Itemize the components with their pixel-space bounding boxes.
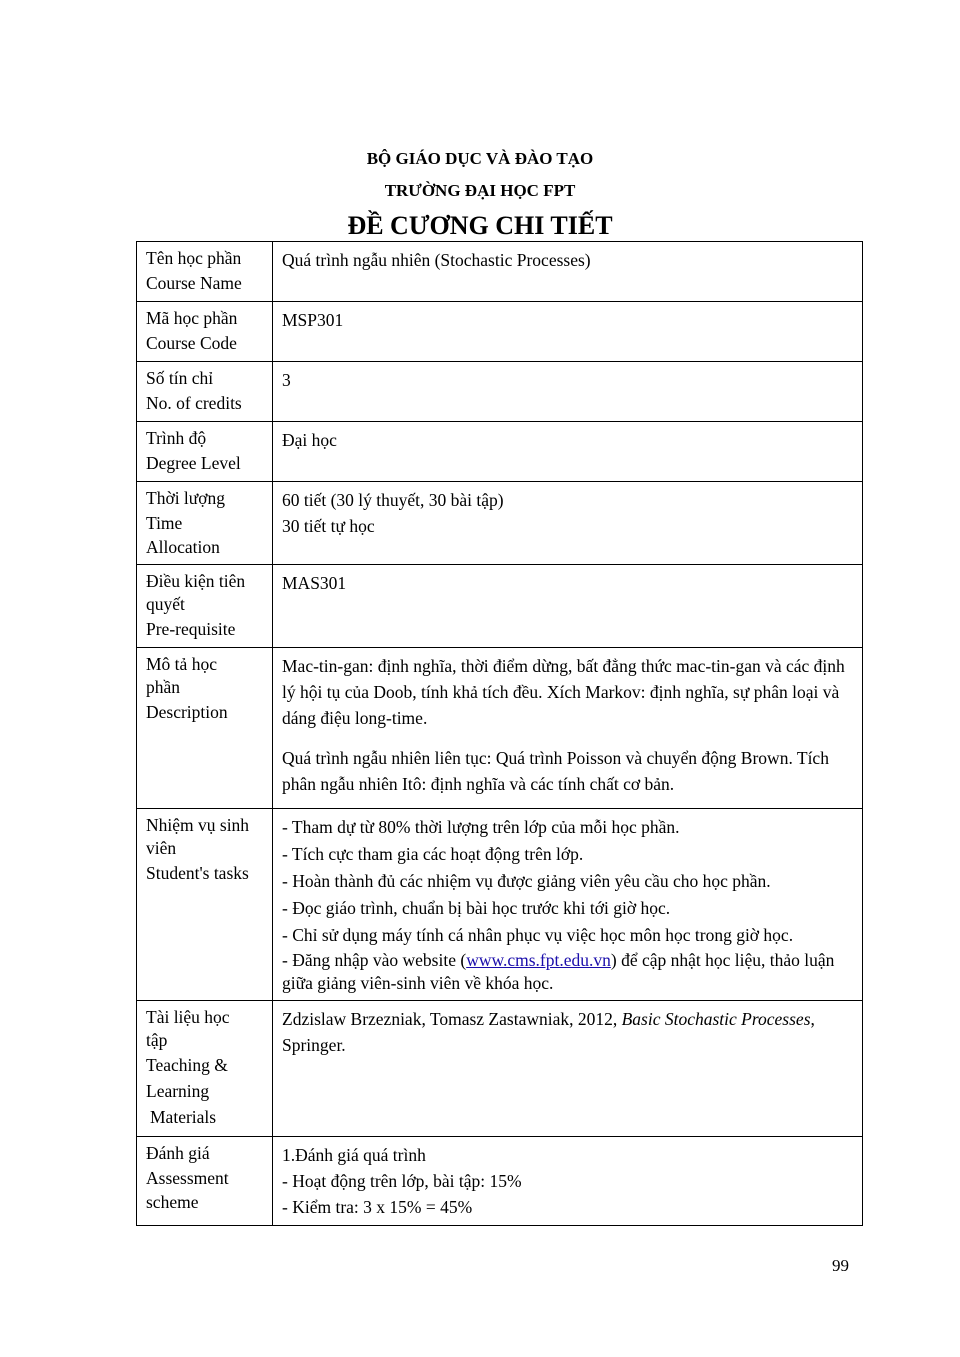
- label-vi: phần: [146, 677, 181, 697]
- label-cell: [137, 565, 273, 648]
- label-en: Learning: [146, 1081, 210, 1101]
- assessment-line-3: - Kiểm tra: 3 x 15% = 45%: [282, 1197, 473, 1217]
- assessment-line-1: 1.Đánh giá quá trình: [282, 1145, 426, 1165]
- task-website-prefix: - Đăng nhập vào website (: [282, 950, 467, 970]
- task-item: - Đọc giáo trình, chuẩn bị bài học trước khi tới giờ học.: [282, 898, 671, 918]
- label-vi: Số tín chỉ: [146, 368, 214, 388]
- row-degree-level: [137, 422, 863, 482]
- label-en: Time: [146, 513, 183, 533]
- row-course-name: [137, 242, 863, 302]
- time-line-1: 60 tiết (30 lý thuyết, 30 bài tập): [282, 490, 504, 510]
- label-en: Course Code: [146, 333, 237, 353]
- row-materials: [137, 1001, 863, 1137]
- cms-website-link[interactable]: www.cms.fpt.edu.vn: [466, 950, 611, 970]
- label-en: No. of credits: [146, 393, 242, 413]
- label-en: Student's tasks: [146, 863, 249, 883]
- label-en: Teaching &: [146, 1055, 228, 1075]
- label-en: Materials: [150, 1107, 217, 1127]
- description-paragraph-2: Quá trình ngẫu nhiên liên tục: Quá trình Poisson và chuyển động Brown. Tích phân ngẫu nhiên Itô: định nghĩa và các tính chất cơ bản.: [282, 748, 829, 794]
- label-cell: [137, 482, 273, 565]
- value-cell: [273, 648, 863, 809]
- row-prerequisite: [137, 565, 863, 648]
- value-cell: [273, 1137, 863, 1226]
- task-item-website: [282, 949, 854, 995]
- document-title: ĐỀ CƯƠNG CHI TIẾT: [347, 211, 613, 240]
- label-vi: Mô tả học: [146, 654, 217, 674]
- row-student-tasks: [137, 809, 863, 1001]
- label-en: scheme: [146, 1192, 199, 1212]
- row-credits: [137, 362, 863, 422]
- time-line-2: 30 tiết tự học: [282, 516, 375, 536]
- label-en: Course Name: [146, 273, 242, 293]
- label-cell: [137, 422, 273, 482]
- label-en: Description: [146, 702, 228, 722]
- course-code-value: MSP301: [282, 310, 344, 330]
- course-name-value: Quá trình ngẫu nhiên (Stochastic Processes): [282, 250, 591, 270]
- label-vi: viên: [146, 838, 177, 858]
- label-vi: Điều kiện tiên: [146, 571, 246, 591]
- materials-publisher: , Springer.: [282, 1009, 815, 1055]
- value-cell: [273, 565, 863, 648]
- label-vi: Trình độ: [146, 428, 207, 448]
- label-cell: [137, 1001, 273, 1137]
- task-item: - Chỉ sử dụng máy tính cá nhân phục vụ việc học môn học trong giờ học.: [282, 925, 794, 945]
- value-cell: [273, 302, 863, 362]
- description-paragraph-1: Mac-tin-gan: định nghĩa, thời điểm dừng, bất đẳng thức mac-tin-gan và các định lý hội tụ của Doob, tính khả tích đều. Xích Markov: định nghĩa, sự phân loại và dáng điệu long-time.: [282, 656, 845, 728]
- label-vi: quyết: [146, 594, 185, 614]
- label-en: Pre-requisite: [146, 619, 236, 639]
- materials-authors: Zdzislaw Brzezniak, Tomasz Zastawniak, 2012,: [282, 1009, 622, 1029]
- task-item: - Hoàn thành đủ các nhiệm vụ được giảng viên yêu cầu cho học phần.: [282, 871, 771, 891]
- label-cell: [137, 302, 273, 362]
- page-number: 99: [832, 1256, 849, 1275]
- task-website-suffix: ) để cập nhật học liệu, thảo luận giữa giảng viên-sinh viên về khóa học.: [282, 950, 835, 993]
- ministry-heading: BỘ GIÁO DỤC VÀ ĐÀO TẠO: [366, 149, 594, 168]
- degree-value: Đại học: [282, 430, 337, 450]
- label-cell: [137, 1137, 273, 1226]
- label-vi: Thời lượng: [146, 488, 226, 508]
- row-description: [137, 648, 863, 809]
- assessment-line-2: - Hoạt động trên lớp, bài tập: 15%: [282, 1171, 522, 1191]
- value-cell: [273, 362, 863, 422]
- label-en: Degree Level: [146, 453, 241, 473]
- label-vi: Tài liệu học: [146, 1007, 230, 1027]
- label-cell: [137, 648, 273, 809]
- row-course-code: [137, 302, 863, 362]
- university-heading: TRƯỜNG ĐẠI HỌC FPT: [384, 181, 576, 200]
- value-cell: [273, 422, 863, 482]
- row-time-allocation: [137, 482, 863, 565]
- value-cell: [273, 482, 863, 565]
- label-vi: Nhiệm vụ sinh: [146, 815, 250, 835]
- credits-value: 3: [282, 370, 291, 390]
- value-cell: [273, 809, 863, 1001]
- task-item: - Tham dự từ 80% thời lượng trên lớp của mỗi học phần.: [282, 817, 680, 837]
- row-assessment: [137, 1137, 863, 1226]
- materials-reference: [282, 1006, 854, 1058]
- label-vi: Mã học phần: [146, 308, 238, 328]
- label-vi: Tên học phần: [146, 248, 242, 268]
- task-item: - Tích cực tham gia các hoạt động trên lớp.: [282, 844, 584, 864]
- label-cell: [137, 809, 273, 1001]
- label-cell: [137, 242, 273, 302]
- label-vi: tập: [146, 1030, 168, 1050]
- prerequisite-value: MAS301: [282, 573, 347, 593]
- value-cell: [273, 1001, 863, 1137]
- label-cell: [137, 362, 273, 422]
- label-en: Allocation: [146, 537, 220, 557]
- label-vi: Đánh giá: [146, 1143, 210, 1163]
- syllabus-table: [136, 241, 863, 1226]
- value-cell: [273, 242, 863, 302]
- materials-book-title: Basic Stochastic Processes: [621, 1009, 811, 1029]
- label-en: Assessment: [146, 1168, 229, 1188]
